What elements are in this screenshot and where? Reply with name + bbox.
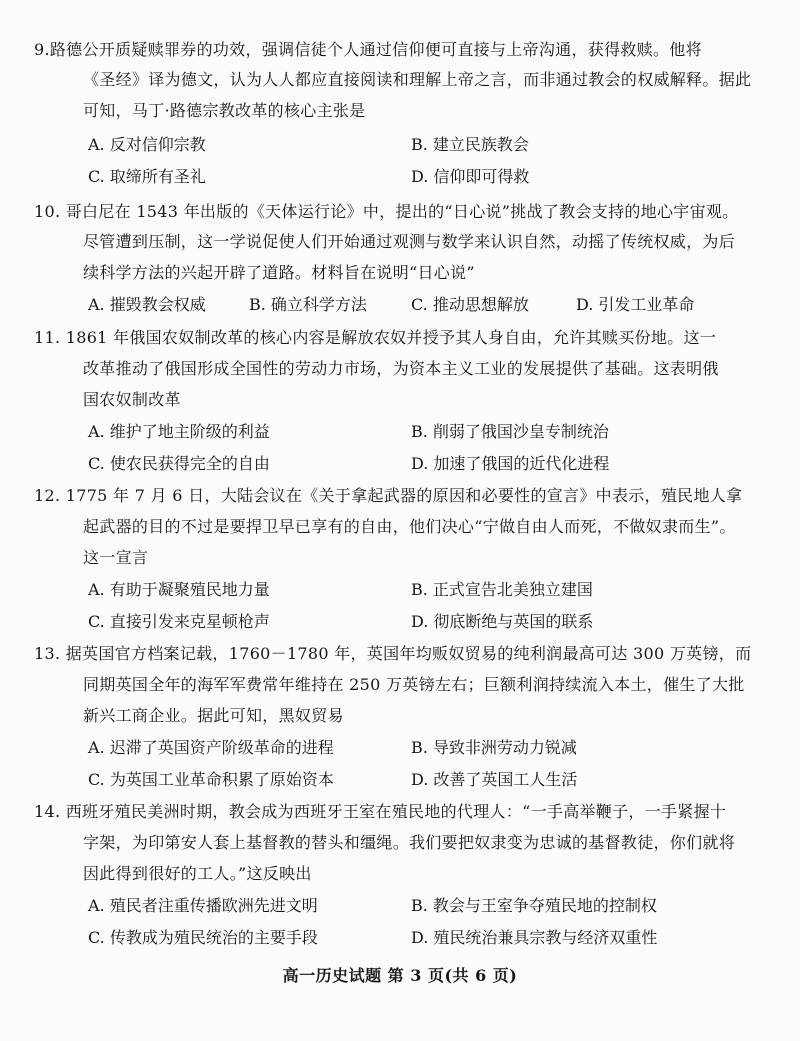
question-13-option-a[interactable]: A. 迟滞了英国资产阶级革命的进程 (88, 738, 334, 757)
question-11-option-d[interactable]: D. 加速了俄国的近代化进程 (411, 454, 610, 473)
question-11-line-2: 改革推动了俄国形成全国性的劳动力市场，为资本主义工业的发展提供了基础。这表明俄 (83, 359, 719, 378)
question-9-option-a[interactable]: A. 反对信仰宗教 (88, 135, 206, 154)
question-11-option-b[interactable]: B. 削弱了俄国沙皇专制统治 (411, 422, 609, 441)
question-10-line-3: 续科学方法的兴起开辟了道路。材料旨在说明“日心说” (83, 263, 475, 282)
question-13-line-1: 13. 据英国官方档案记载，1760－1780 年，英国年均贩奴贸易的纯利润最高可达 300 万英镑，而 (34, 644, 752, 663)
question-10-line-1: 10. 哥白尼在 1543 年出版的《天体运行论》中，提出的“日心说”挑战了教会支持的地心宇宙观。 (34, 202, 739, 221)
question-14-option-d[interactable]: D. 殖民统治兼具宗教与经济双重性 (411, 928, 658, 947)
question-9-line-2: 《圣经》译为德文，认为人人都应直接阅读和理解上帝之言，而非通过教会的权威解释。据此 (83, 70, 752, 89)
question-14-option-c[interactable]: C. 传教成为殖民统治的主要手段 (88, 928, 318, 947)
question-12-line-3: 这一宣言 (83, 548, 149, 567)
question-12-line-1: 12. 1775 年 7 月 6 日，大陆会议在《关于拿起武器的原因和必要性的宣言》中表示，殖民地人拿 (34, 486, 743, 505)
question-14-line-2: 字架，为印第安人套上基督教的替头和缰绳。我们要把奴隶变为忠诚的基督教徒，你们就将 (83, 833, 736, 852)
question-13-option-d[interactable]: D. 改善了英国工人生活 (411, 770, 578, 789)
question-10-option-a[interactable]: A. 摧毁教会权威 (88, 295, 206, 314)
question-9-line-1: 9.路德公开质疑赎罪券的功效，强调信徒个人通过信仰便可直接与上帝沟通，获得救赎。他将 (34, 40, 702, 59)
question-10-line-2: 尽管遭到压制，这一学说促使人们开始通过观测与数学来认识自然，动摇了传统权威，为后 (83, 232, 736, 251)
question-11-line-1: 11. 1861 年俄国农奴制改革的核心内容是解放农奴并授予其人身自由，允许其赎买份地。这一 (34, 328, 717, 347)
question-14-line-1: 14. 西班牙殖民美洲时期，教会成为西班牙王室在殖民地的代理人：“一手高举鞭子，一手紧握十 (34, 802, 727, 821)
question-12-option-d[interactable]: D. 彻底断绝与英国的联系 (411, 612, 594, 631)
question-14-option-a[interactable]: A. 殖民者注重传播欧洲先进文明 (88, 896, 318, 915)
question-9-option-d[interactable]: D. 信仰即可得救 (411, 167, 530, 186)
question-12-option-b[interactable]: B. 正式宣告北美独立建国 (411, 580, 593, 599)
question-11-option-c[interactable]: C. 使农民获得完全的自由 (88, 454, 270, 473)
question-11-option-a[interactable]: A. 维护了地主阶级的利益 (88, 422, 270, 441)
question-10-option-b[interactable]: B. 确立科学方法 (249, 295, 367, 314)
question-9-option-b[interactable]: B. 建立民族教会 (411, 135, 529, 154)
question-13-line-2: 同期英国全年的海军军费常年维持在 250 万英镑左右；巨额利润持续流入本土，催生了大批 (83, 675, 745, 694)
question-11-line-3: 国农奴制改革 (83, 390, 181, 409)
question-13-option-b[interactable]: B. 导致非洲劳动力锐减 (411, 738, 577, 757)
question-10-option-c[interactable]: C. 推动思想解放 (411, 295, 529, 314)
question-12-line-2: 起武器的目的不过是要捍卫早已享有的自由，他们决心“宁做自由人而死，不做奴隶而生”。 (83, 517, 736, 536)
question-14-option-b[interactable]: B. 教会与王室争夺殖民地的控制权 (411, 896, 657, 915)
question-9-option-c[interactable]: C. 取缔所有圣礼 (88, 167, 206, 186)
question-10-option-d[interactable]: D. 引发工业革命 (576, 295, 695, 314)
question-14-line-3: 因此得到很好的工人。”这反映出 (83, 864, 312, 883)
question-12-option-c[interactable]: C. 直接引发来克星顿枪声 (88, 612, 270, 631)
question-12-option-a[interactable]: A. 有助于凝聚殖民地力量 (88, 580, 270, 599)
question-9-line-3: 可知，马丁·路德宗教改革的核心主张是 (83, 101, 366, 120)
question-13-line-3: 新兴工商企业。据此可知，黑奴贸易 (83, 706, 344, 725)
page-footer: 高一历史试题 第 3 页(共 6 页) (282, 966, 518, 985)
question-13-option-c[interactable]: C. 为英国工业革命积累了原始资本 (88, 770, 334, 789)
